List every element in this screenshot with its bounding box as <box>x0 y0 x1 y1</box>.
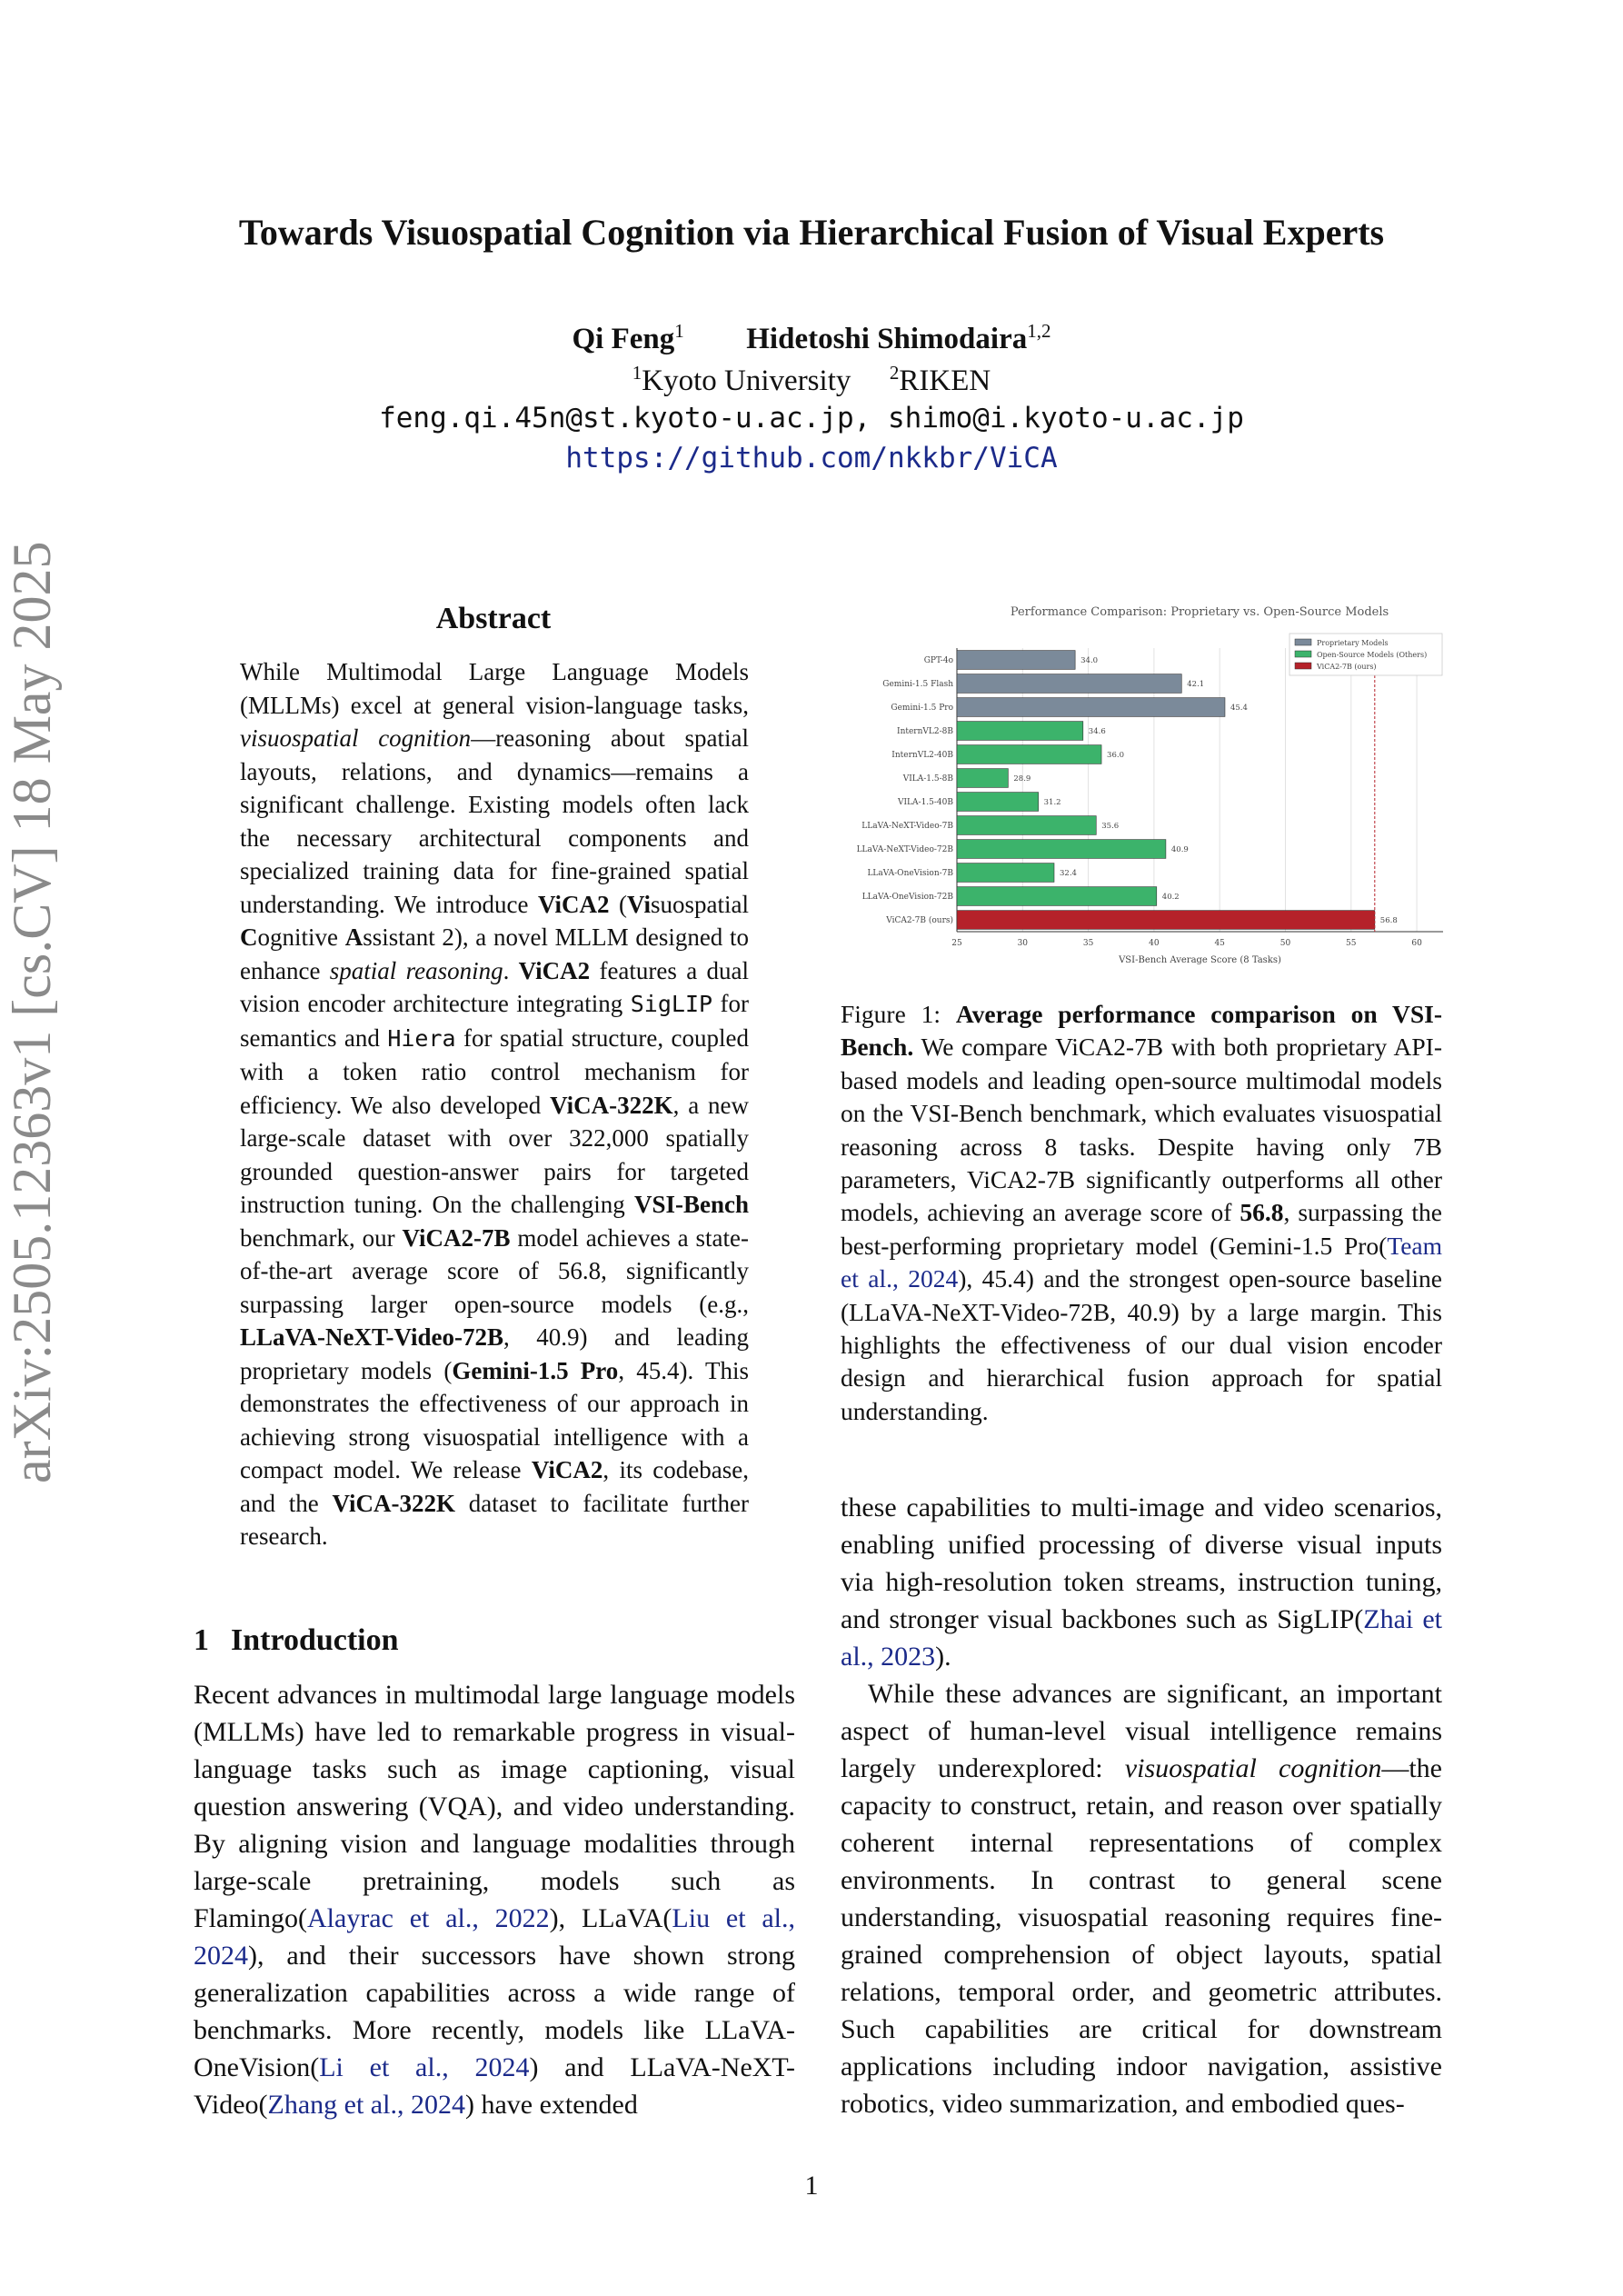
affiliation-line <box>0 362 1623 398</box>
bar-value-label: 40.2 <box>1161 893 1180 902</box>
y-tick-label: GPT-4o <box>923 656 953 665</box>
bar-value-label: 34.0 <box>1080 656 1099 665</box>
bar <box>957 816 1096 835</box>
bar <box>957 745 1101 764</box>
citation-link[interactable]: Liu et al., 2024 <box>194 1903 795 1971</box>
affiliation: RIKEN <box>899 364 991 397</box>
author-name: Hidetoshi Shimodaira <box>746 323 1028 355</box>
citation-link[interactable]: Zhang et al., 2024 <box>267 2090 465 2120</box>
section-number: 1 <box>194 1623 209 1657</box>
bar-value-label: 42.1 <box>1187 680 1205 689</box>
bar <box>957 698 1225 717</box>
intro-paragraph-right: While these advances are significant, an important aspect of human-level visual intelligence remains largely underexplored: visuospatial cognition—the capacity to construct, retain, and reason over spatially coherent internal representations of complex environments. In contrast to general scene understanding, visuospatial reasoning requires fine-grained comprehension of object layouts, spatial relations, temporal order, and geometric attributes. Such capabilities are critical for downstream applications including indoor navigation, assistive robotics, video summarization, and embodied ques- <box>841 1679 1442 2119</box>
legend-label: Open-Source Models (Others) <box>1317 651 1428 659</box>
legend-swatch <box>1295 639 1311 645</box>
x-tick-label: 55 <box>1346 939 1357 948</box>
x-tick-label: 50 <box>1279 939 1291 948</box>
y-tick-label: VILA-1.5-8B <box>902 774 953 784</box>
bar <box>957 651 1075 670</box>
section-heading-introduction <box>194 1623 399 1658</box>
affil-mark: 2 <box>889 362 900 384</box>
x-tick-label: 30 <box>1017 939 1029 948</box>
legend-label: Proprietary Models <box>1317 639 1389 647</box>
y-tick-label: LLaVA-OneVision-72B <box>861 893 953 902</box>
citation-link[interactable]: Li et al., 2024 <box>319 2052 530 2082</box>
x-tick-label: 25 <box>951 939 962 948</box>
y-tick-label: VILA-1.5-40B <box>898 798 953 807</box>
citation-link[interactable]: Team et al., 2024 <box>841 1231 1442 1293</box>
affiliation: Kyoto University <box>642 364 851 397</box>
bar <box>957 911 1375 930</box>
bar <box>957 840 1166 859</box>
abstract-text: While Multimodal Large Language Models (MLLMs) excel at general vision-language tasks, visuospatial cognition—reasoning about spatial layouts, relations, and dynamics—remains a significant challenge. Existing models often lack the necessary architectural components and specialized training data for fine-grained spatial understanding. We introduce ViCA2 (Visuospatial Cognitive Assistant 2), a novel MLLM designed to enhance spatial reasoning. ViCA2 features a dual vision encoder architecture integrating SigLIP for semantics and Hiera for spatial structure, coupled with a token ratio control mechanism for efficiency. We also developed ViCA-322K, a new large-scale dataset with over 322,000 spatially grounded question-answer pairs for targeted instruction tuning. On the challenging VSI-Bench benchmark, our ViCA2-7B model achieves a state-of-the-art average score of 56.8, significantly surpassing larger open-source models (e.g., LLaVA-NeXT-Video-72B, 40.9) and leading proprietary models (Gemini-1.5 Pro, 45.4). This demonstrates the effectiveness of our approach in achieving strong visuospatial intelligence with a compact model. We release ViCA2, its codebase, and the ViCA-322K dataset to facilitate further research. <box>240 658 750 1550</box>
abstract-heading: Abstract <box>435 602 552 635</box>
y-tick-label: ViCA2-7B (ours) <box>886 916 953 925</box>
legend-label: ViCA2-7B (ours) <box>1317 663 1377 671</box>
bar-value-label: 45.4 <box>1230 704 1248 713</box>
bar <box>957 722 1083 741</box>
legend-swatch <box>1295 651 1311 657</box>
bar-value-label: 32.4 <box>1060 869 1077 878</box>
bar-value-label: 36.0 <box>1107 751 1124 760</box>
chart-title: Performance Comparison: Proprietary vs. Open-Source Models <box>1010 605 1389 619</box>
y-tick-label: InternVL2-8B <box>897 727 953 736</box>
citation-link[interactable]: Zhai et al., 2023 <box>841 1604 1442 1672</box>
bar <box>957 793 1039 812</box>
x-tick-label: 45 <box>1214 939 1225 948</box>
affil-mark: 1 <box>632 362 642 384</box>
author-name: Qi Feng <box>572 323 675 355</box>
bar-value-label: 56.8 <box>1379 916 1398 925</box>
author-emails: feng.qi.45n@st.kyoto-u.ac.jp, shimo@i.kyoto-u.ac.jp <box>379 402 1244 434</box>
citation-link[interactable]: Alayrac et al., 2022 <box>307 1903 550 1933</box>
author-affil-mark: 1,2 <box>1027 320 1051 342</box>
y-tick-label: LLaVA-OneVision-7B <box>867 869 953 878</box>
intro-paragraph-left: Recent advances in multimodal large language models (MLLMs) have led to remarkable progress in visual-language tasks such as image captioning, visual question answering (VQA), and video understanding. By aligning vision and language modalities through large-scale pretraining, models such as Flamingo(Alayrac et al., 2022), LLaVA(Liu et al., 2024), and their successors have shown strong generalization capabilities across a wide range of benchmarks. More recently, models like LLaVA-OneVision(Li et al., 2024) and LLaVA-NeXT-Video(Zhang et al., 2024) have extended <box>194 1680 795 2120</box>
y-tick-label: Gemini-1.5 Flash <box>882 680 953 689</box>
bar-value-label: 34.6 <box>1088 727 1106 736</box>
figure-caption: Figure 1: Average performance comparison on VSI-Bench. We compare ViCA2-7B with both proprietary API-based models and leading open-source multimodal models on the VSI-Bench benchmark, which evaluates visuospatial reasoning across 8 tasks. Despite having only 7B parameters, ViCA2-7B significantly outperforms all other models, achieving an average score of 56.8, surpassing the best-performing proprietary model (Gemini-1.5 Pro(Team et al., 2024), 45.4) and the strongest open-source baseline (LLaVA-NeXT-Video-72B, 40.9) by a large margin. This highlights the effectiveness of our dual vision encoder design and hierarchical fusion approach for spatial understanding. <box>841 1000 1442 1425</box>
y-tick-label: Gemini-1.5 Pro <box>891 704 953 713</box>
performance-bar-chart <box>836 597 1454 979</box>
repo-link[interactable]: https://github.com/nkkbr/ViCA <box>565 442 1058 474</box>
bar <box>957 769 1008 788</box>
x-tick-label: 40 <box>1149 939 1160 948</box>
legend-swatch <box>1295 663 1311 669</box>
section-title: Introduction <box>231 1623 399 1657</box>
author-affil-mark: 1 <box>674 320 684 342</box>
author-line <box>0 320 1623 356</box>
y-tick-label: LLaVA-NeXT-Video-72B <box>856 845 953 854</box>
bar <box>957 863 1054 883</box>
bar <box>957 674 1181 694</box>
y-tick-label: LLaVA-NeXT-Video-7B <box>861 822 953 831</box>
x-axis-label: VSI-Bench Average Score (8 Tasks) <box>1119 955 1281 965</box>
bar-value-label: 35.6 <box>1101 822 1120 831</box>
bar-value-label: 28.9 <box>1013 774 1031 784</box>
x-tick-label: 60 <box>1411 939 1422 948</box>
y-tick-label: InternVL2-40B <box>891 751 953 760</box>
arxiv-side-stamp: arXiv:2505.12363v1 [cs.CV] 18 May 2025 <box>2 541 62 1483</box>
x-tick-label: 35 <box>1082 939 1094 948</box>
bar-value-label: 40.9 <box>1170 845 1189 854</box>
paper-title: Towards Visuospatial Cognition via Hierarchical Fusion of Visual Experts <box>238 212 1385 253</box>
page-number: 1 <box>804 2171 819 2201</box>
bar-value-label: 31.2 <box>1043 798 1061 807</box>
bar <box>957 887 1157 906</box>
intro-paragraph-right-continued: these capabilities to multi-image and video scenarios, enabling unified processing of diverse visual inputs via high-resolution token streams, instruction tuning, and stronger visual backbones such as SigLIP(Zhai et al., 2023). <box>841 1492 1442 1672</box>
